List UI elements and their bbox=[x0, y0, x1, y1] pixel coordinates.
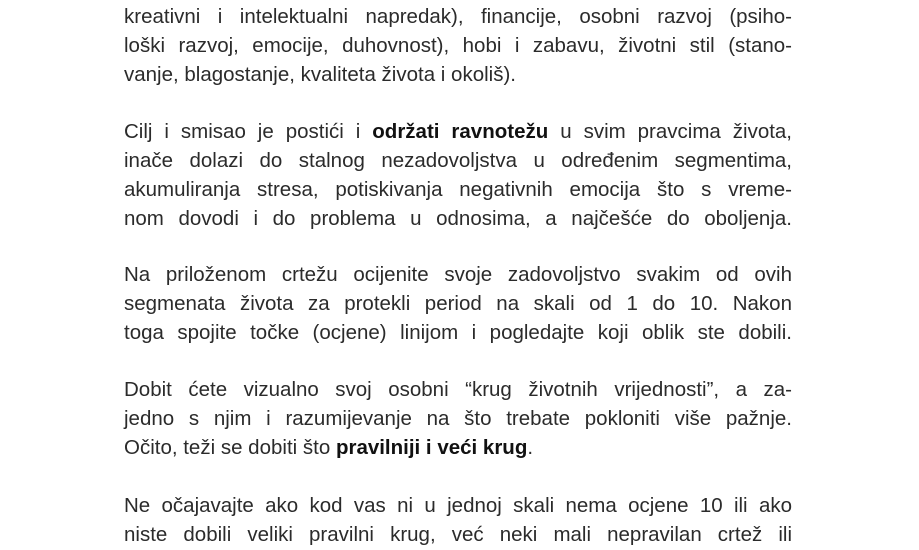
paragraph-4-line-3: Očito, teži se dobiti što pravilniji i veći krug. bbox=[124, 436, 534, 459]
paragraph-3-line-2: segmenata života za protekli period na skali od 1 do 10. Nakon bbox=[124, 292, 792, 315]
paragraph-1-line-2: loški razvoj, emocije, duhovnost), hobi i zabavu, životni stil (stano- bbox=[124, 34, 792, 57]
emphasis-odrzati-ravnotezu: održati ravnotežu bbox=[372, 120, 549, 143]
paragraph-2-line-2: inače dolazi do stalnog nezadovoljstva u određenim segmentima, bbox=[124, 149, 792, 172]
paragraph-4-line-1: Dobit ćete vizualno svoj osobni “krug životnih vrijednosti”, a za- bbox=[124, 378, 792, 401]
paragraph-5-line-1: Ne očajavajte ako kod vas ni u jednoj skali nema ocjene 10 ili ako bbox=[124, 494, 792, 517]
paragraph-3-line-1: Na priloženom crtežu ocijenite svoje zadovoljstvo svakim od ovih bbox=[124, 263, 792, 286]
paragraph-1-line-1: kreativni i intelektualni napredak), financije, osobni razvoj (psiho- bbox=[124, 5, 792, 28]
paragraph-2-line-3: akumuliranja stresa, potiskivanja negativnih emocija što s vreme- bbox=[124, 178, 792, 201]
paragraph-2-line-4: nom dovodi i do problema u odnosima, a najčešće do oboljenja. bbox=[124, 207, 792, 230]
paragraph-5-line-2: niste dobili veliki pravilni krug, već neki mali nepravilan crtež ili bbox=[124, 523, 792, 546]
emphasis-pravilniji-veci-krug: pravilniji i veći krug bbox=[335, 436, 528, 459]
paragraph-2-line-1: Cilj i smisao je postići i održati ravnotežu u svim pravcima života, bbox=[124, 120, 793, 143]
paragraph-1-line-3: vanje, blagostanje, kvaliteta života i okoliš). bbox=[124, 63, 516, 86]
paragraph-3-line-3: toga spojite točke (ocjene) linijom i pogledajte koji oblik ste dobili. bbox=[124, 321, 792, 344]
paragraph-4-line-2: jedno s njim i razumijevanje na što trebate pokloniti više pažnje. bbox=[124, 407, 792, 430]
